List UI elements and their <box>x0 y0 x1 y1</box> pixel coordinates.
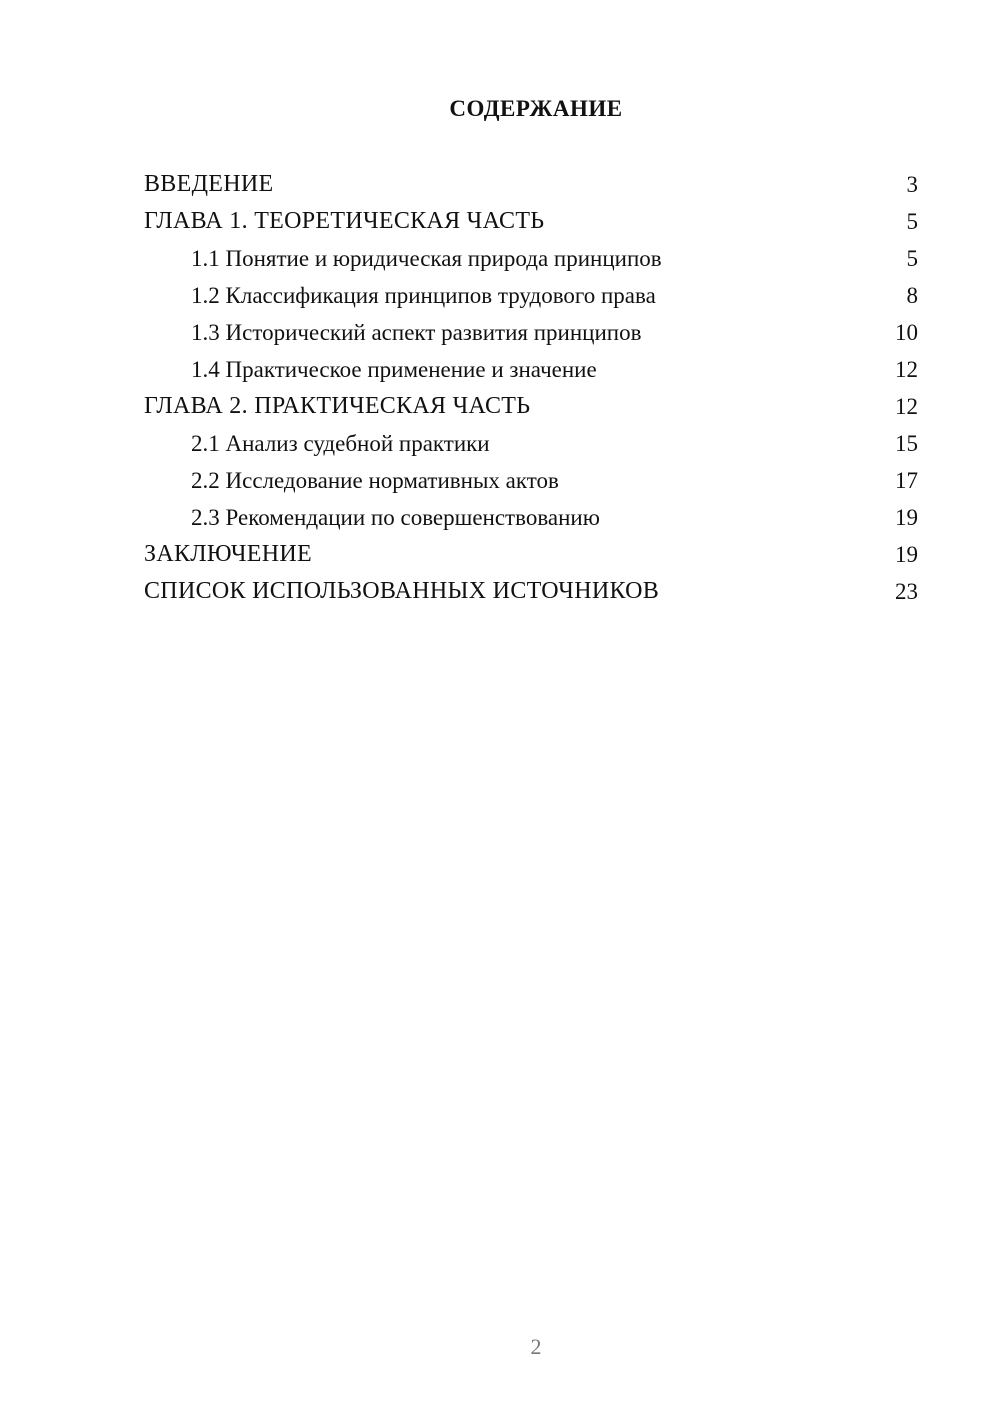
toc-entry-page: 15 <box>895 431 918 456</box>
toc-entry-references <box>144 573 918 610</box>
toc-entry-label: 1.1 Понятие и юридическая природа принципов <box>191 246 662 271</box>
toc-entry-section-1-3 <box>144 314 918 351</box>
toc-entry-label: ГЛАВА 2. ПРАКТИЧЕСКАЯ ЧАСТЬ <box>144 393 531 419</box>
toc-entry-chapter-1 <box>144 203 918 240</box>
toc-entry-label: 1.2 Классификация принципов трудового права <box>191 283 656 308</box>
toc-entry-section-1-2 <box>144 277 918 314</box>
toc-entry-section-2-3 <box>144 499 918 536</box>
toc-entry-page: 19 <box>895 505 918 530</box>
table-of-contents <box>144 166 918 610</box>
toc-entry-page: 12 <box>895 357 918 382</box>
toc-entry-label: ВВЕДЕНИЕ <box>144 171 274 197</box>
toc-entry-page: 3 <box>906 172 918 197</box>
toc-entry-page: 5 <box>906 209 918 234</box>
toc-entry-section-2-1 <box>144 425 918 462</box>
page-title: СОДЕРЖАНИЕ <box>449 96 623 121</box>
toc-entry-page: 8 <box>906 283 918 308</box>
toc-entry-page: 5 <box>906 246 918 271</box>
page-number: 2 <box>530 1334 542 1359</box>
toc-entry-page: 17 <box>895 468 918 493</box>
toc-entry-label: 2.1 Анализ судебной практики <box>191 431 490 456</box>
toc-entry-label: 2.2 Исследование нормативных актов <box>191 468 559 493</box>
toc-entry-chapter-2 <box>144 388 918 425</box>
toc-entry-page: 19 <box>895 542 918 567</box>
toc-entry-page: 12 <box>895 394 918 419</box>
toc-entry-label: 1.4 Практическое применение и значение <box>191 357 597 382</box>
toc-entry-label: 2.3 Рекомендации по совершенствованию <box>191 505 600 530</box>
toc-entry-label: СПИСОК ИСПОЛЬЗОВАННЫХ ИСТОЧНИКОВ <box>144 578 660 604</box>
toc-entry-introduction <box>144 166 918 203</box>
toc-entry-page: 10 <box>895 320 918 345</box>
toc-entry-label: ЗАКЛЮЧЕНИЕ <box>144 541 312 567</box>
toc-entry-page: 23 <box>895 579 918 604</box>
toc-entry-conclusion <box>144 536 918 573</box>
toc-entry-section-1-4 <box>144 351 918 388</box>
toc-entry-label: 1.3 Исторический аспект развития принципов <box>191 320 642 345</box>
toc-entry-label: ГЛАВА 1. ТЕОРЕТИЧЕСКАЯ ЧАСТЬ <box>144 208 545 234</box>
toc-entry-section-2-2 <box>144 462 918 499</box>
toc-entry-section-1-1 <box>144 240 918 277</box>
